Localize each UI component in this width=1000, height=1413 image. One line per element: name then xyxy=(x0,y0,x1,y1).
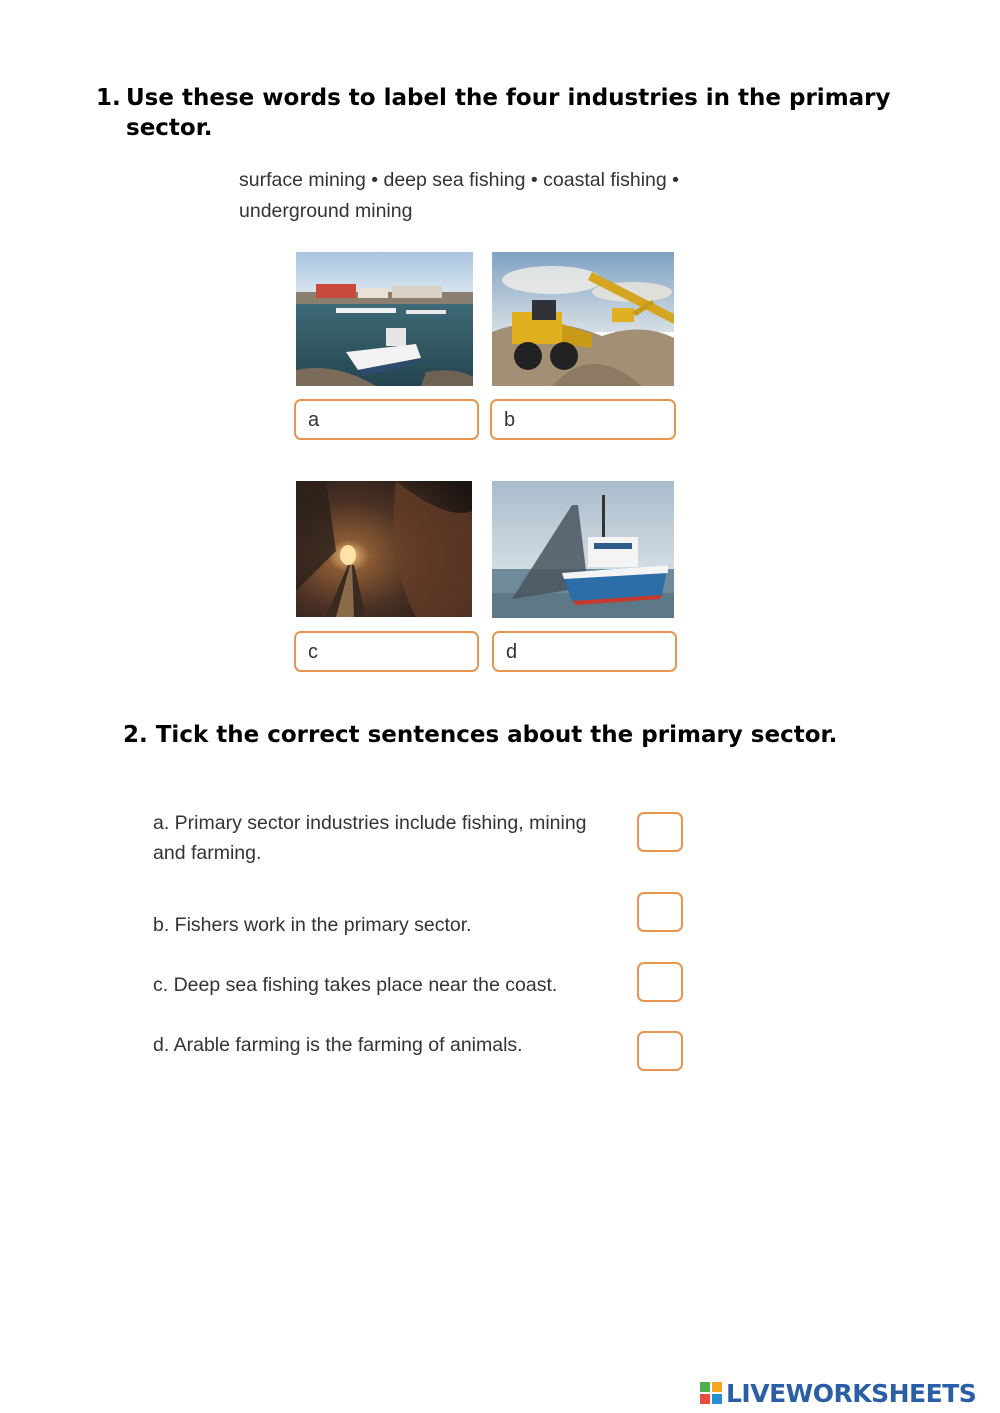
sentence-a xyxy=(153,808,623,868)
answer-box-c-letter: c xyxy=(308,641,318,663)
question-2-title: 2. Tick the correct sentences about the primary sector. xyxy=(123,722,838,748)
word-bank xyxy=(239,165,759,227)
liveworksheets-logo xyxy=(699,1377,976,1409)
tick-box-d[interactable] xyxy=(637,1031,683,1071)
word-bank-line1: surface mining • deep sea fishing • coastal fishing • xyxy=(239,169,679,191)
deep-sea-trawler-photo xyxy=(492,481,674,618)
tick-box-c[interactable] xyxy=(637,962,683,1002)
answer-box-d-letter: d xyxy=(506,641,518,663)
answer-box-b[interactable] xyxy=(490,399,676,440)
answer-box-a-letter: a xyxy=(308,409,320,431)
answer-box-b-letter: b xyxy=(504,409,516,431)
tick-box-a[interactable] xyxy=(637,812,683,852)
answer-box-c[interactable] xyxy=(294,631,479,672)
answer-box-a[interactable] xyxy=(294,399,479,440)
sentence-c: c. Deep sea fishing takes place near the coast. xyxy=(153,974,558,996)
answer-box-d[interactable] xyxy=(492,631,677,672)
sentence-a-line1: a. Primary sector industries include fishing, mining xyxy=(153,812,587,834)
tick-box-b[interactable] xyxy=(637,892,683,932)
surface-mining-loader-photo xyxy=(492,252,674,386)
underground-mine-tunnel-photo xyxy=(296,481,472,617)
question-1-number: 1. xyxy=(96,85,121,111)
sentence-d: d. Arable farming is the farming of animals. xyxy=(153,1034,523,1056)
sentence-b: b. Fishers work in the primary sector. xyxy=(153,914,472,936)
question-1-title xyxy=(96,83,936,143)
question-1-title-line1: Use these words to label the four industries in the primary xyxy=(126,85,891,111)
question-1-title-line2: sector. xyxy=(126,115,213,141)
sentence-a-line2: and farming. xyxy=(153,842,262,864)
liveworksheets-logo-icon xyxy=(699,1381,723,1405)
liveworksheets-brand-text: LIVEWORKSHEETS xyxy=(726,1378,977,1408)
harbour-fishing-boats-photo xyxy=(296,252,473,386)
word-bank-line2: underground mining xyxy=(239,200,413,222)
